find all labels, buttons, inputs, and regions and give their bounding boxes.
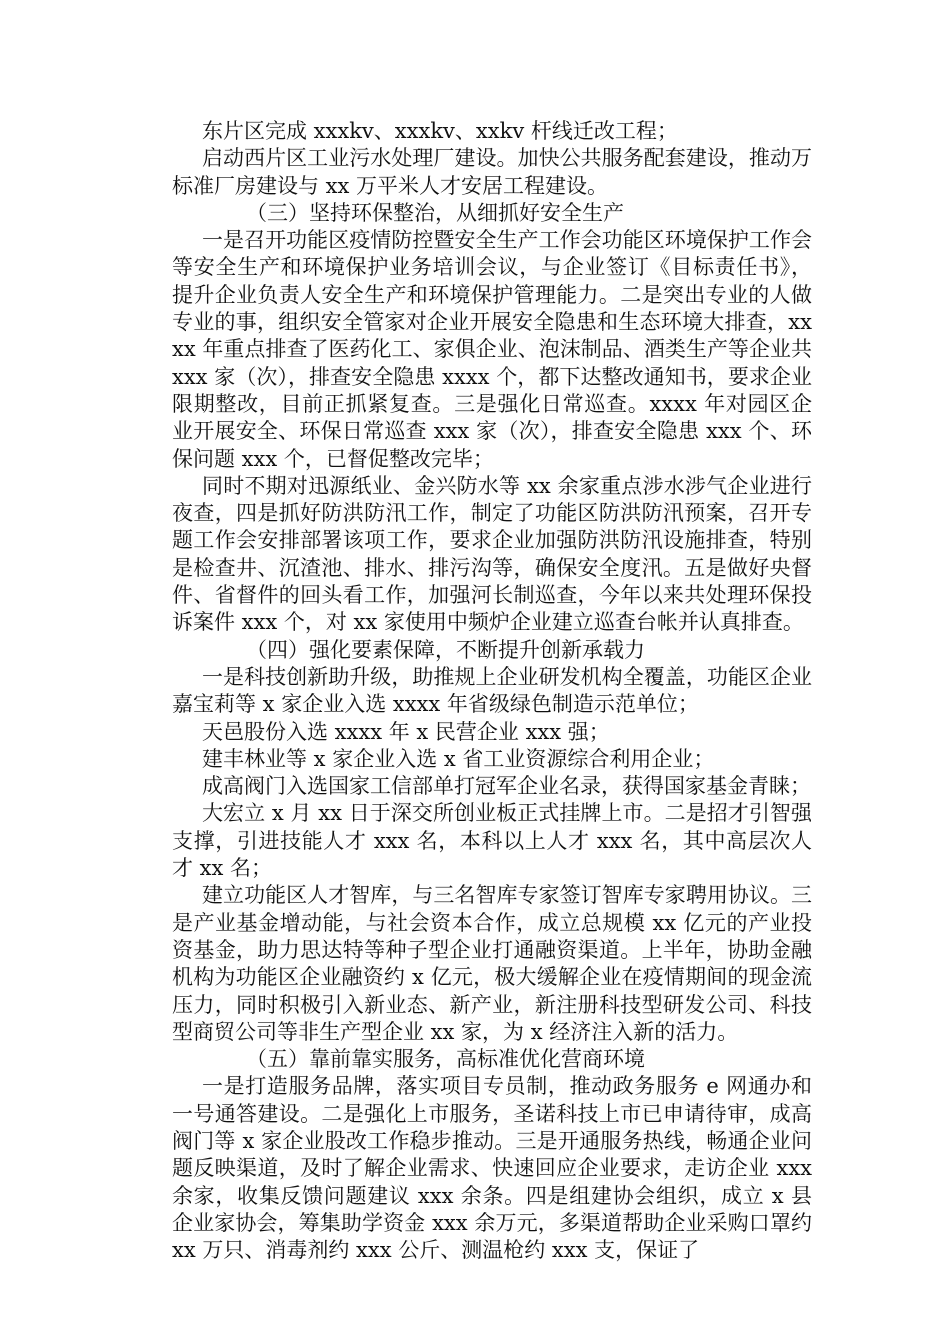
paragraph: 启动西片区工业污水处理厂建设。加快公共服务配套建设，推动万标准厂房建设与 xx 万平米人才安居工程建设。 (172, 146, 812, 198)
paragraph: 一是召开功能区疫情防控暨安全生产工作会功能区环境保护工作会等安全生产和环境保护业务培训会议，与企业签订《目标责任书》，提升企业负责人安全生产和环境保护管理能力。二是突出专业的人做专业的事，组织安全管家对企业开展安全隐患和生态环境大排查，xxxx 年重点排查了医药化工、家俱企业、泡沫制品、酒类生产等企业共 xxx 家（次），排查安全隐患 xxxx 个，都下达整改通知书，要求企业限期整改，目前正抓紧复查。三是强化日常巡查。xxxx 年对园区企业开展安全、环保日常巡查 xxx 家（次），排查安全隐患 xxx 个、环保问题 xxx 个，已督促整改完毕； (172, 228, 812, 471)
section-heading: （五）靠前靠实服务，高标准优化营商环境 (246, 1047, 645, 1072)
paragraph: 大宏立 x 月 xx 日于深交所创业板正式挂牌上市。二是招才引智强支撑，引进技能人才 xxx 名，本科以上人才 xxx 名，其中高层次人才 xx 名； (172, 801, 812, 881)
document-body (172, 118, 812, 1264)
paragraph: 天邑股份入选 xxxx 年 x 民营企业 xxx 强； (202, 719, 610, 744)
paragraph: 建立功能区人才智库，与三名智库专家签订智库专家聘用协议。三是产业基金增动能，与社会资本合作，成立总规模 xx 亿元的产业投资基金，助力思达特等种子型企业打通融资渠道。上半年，协助金融机构为功能区企业融资约 x 亿元，极大缓解企业在疫情期间的现金流压力，同时积极引入新业态、新产业，新注册科技型研发公司、科技型商贸公司等非生产型企业 xx 家，为 x 经济注入新的活力。 (172, 883, 812, 1044)
paragraph: 一是科技创新助升级，助推规上企业研发机构全覆盖，功能区企业嘉宝莉等 x 家企业入选 xxxx 年省级绿色制造示范单位； (172, 664, 812, 717)
paragraph: 建丰林业等 x 家企业入选 x 省工业资源综合利用企业； (202, 746, 715, 771)
section-heading: （三）坚持环保整治，从细抓好安全生产 (246, 200, 624, 225)
section-heading: （四）强化要素保障，不断提升创新承载力 (246, 637, 645, 662)
paragraph: 同时不期对迅源纸业、金兴防水等 xx 余家重点涉水涉气企业进行夜查，四是抓好防洪防汛工作，制定了功能区防洪防汛预案，召开专题工作会安排部署该项工作，要求企业加强防洪防汛设施排查，特别是检查井、沉渣池、排水、排污沟等，确保安全度汛。五是做好央督件、省督件的回头看工作，加强河长制巡查，今年以来共处理环保投诉案件 xxx 个，对 xx 家使用中频炉企业建立巡查台帐并认真排查。 (172, 473, 812, 635)
paragraph: 成高阀门入选国家工信部单打冠军企业名录，获得国家基金青睐； (202, 774, 811, 799)
paragraph: 东片区完成 xxxkv、xxxkv、xxkv 杆线迁改工程； (202, 119, 678, 143)
paragraph: 一是打造服务品牌，落实项目专员制，推动政务服务 e 网通办和一号通答建设。二是强化上市服务，圣诺科技上市已申请待审，成高阀门等 x 家企业股改工作稳步推动。三是开通服务热线，畅通企业问题反映渠道，及时了解企业需求、快速回应企业要求，走访企业 xxx 余家，收集反馈问题建议 xxx 余条。四是组建协会组织，成立 x 县企业家协会，筹集助学资金 xxx 余万元，多渠道帮助企业采购口罩约 xx 万只、消毒剂约 xxx 公斤、测温枪约 xxx 支，保证了 (172, 1074, 812, 1263)
